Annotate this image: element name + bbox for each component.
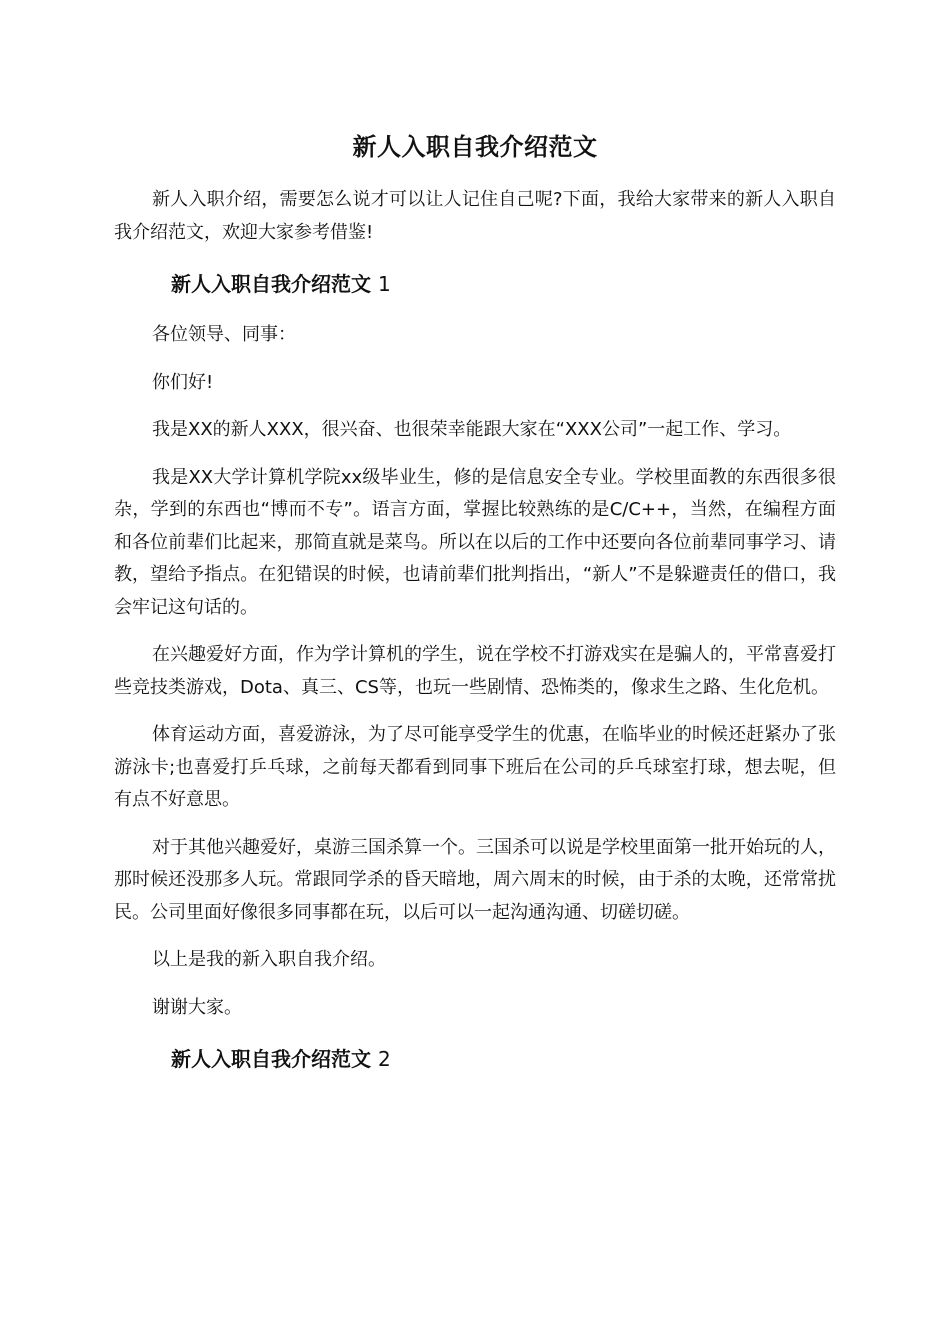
section-1-heading <box>114 267 836 301</box>
thanks-line: 谢谢大家。 <box>152 996 242 1018</box>
closing-line: 以上是我的新入职自我介绍。 <box>152 949 386 970</box>
section-2-number: 2 <box>377 1047 391 1071</box>
section-1-heading-text: 新人入职自我介绍范文 <box>171 272 371 296</box>
section-2-heading-text: 新人入职自我介绍范文 <box>171 1047 371 1071</box>
education-paragraph: 我是XX大学计算机学院xx级毕业生，修的是信息安全专业。学校里面教的东西很多很杂，学到的东西也“博而不专”。语言方面，掌握比较熟练的是C/C++，当然，在编程方面和各位前辈们比起来，那简直就是菜鸟。所以在以后的工作中还要向各位前辈同事学习、请教，望给予指点。在犯错误的时候，也请前辈们批判指出，“新人”不是躲避责任的借口，我会牢记这句话的。 <box>114 466 836 618</box>
sports-paragraph: 体育运动方面，喜爱游泳，为了尽可能享受学生的优惠，在临毕业的时候还赶紧办了张游泳卡;也喜爱打乒乓球，之前每天都看到同事下班后在公司的乒乓球室打球，想去呢，但有点不好意思。 <box>114 724 836 810</box>
section-2-heading <box>114 1042 836 1076</box>
intro-paragraph: 新人入职介绍，需要怎么说才可以让人记住自己呢?下面，我给大家带来的新人入职自我介绍范文，欢迎大家参考借鉴! <box>114 189 836 243</box>
greeting-line: 各位领导、同事： <box>152 324 296 345</box>
section-1-number: 1 <box>377 272 391 296</box>
hobbies-paragraph: 在兴趣爱好方面，作为学计算机的学生，说在学校不打游戏实在是骗人的，平常喜爱打些竞技类游戏，Dota、真三、CS等，也玩一些剧情、恐怖类的，像求生之路、生化危机。 <box>114 644 836 698</box>
self-intro-paragraph: 我是XX的新人XXX，很兴奋、也很荣幸能跟大家在“XXX公司”一起工作、学习。 <box>152 419 792 440</box>
hello-line: 你们好! <box>152 371 214 393</box>
page-title: 新人入职自我介绍范文 <box>352 133 598 162</box>
boardgame-paragraph: 对于其他兴趣爱好，桌游三国杀算一个。三国杀可以说是学校里面第一批开始玩的人，那时候还没那多人玩。常跟同学杀的昏天暗地，周六周末的时候，由于杀的太晚，还常常扰民。公司里面好像很多同事都在玩，以后可以一起沟通沟通、切磋切磋。 <box>114 836 836 923</box>
document-body <box>114 184 836 1076</box>
